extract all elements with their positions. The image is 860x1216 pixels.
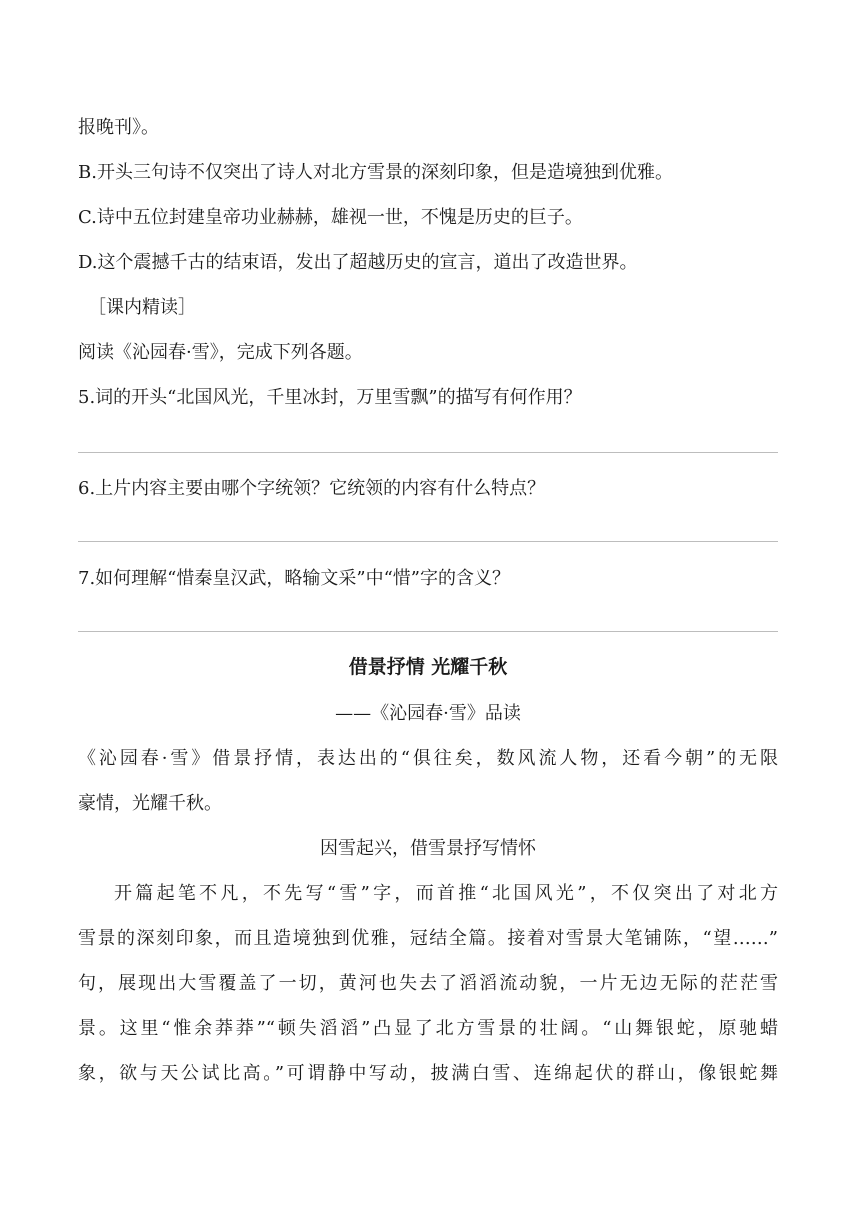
- article-body-text-5: 象，欲与天公试比高。”可谓静中写动，披满白雪、连绵起伏的群山，像银蛇舞: [78, 1063, 778, 1084]
- article-intro-text-1: 《沁园春·雪》借景抒情，表达出的“俱往矣，数风流人物，还看今朝”的无限: [78, 748, 778, 769]
- article-body-line-1: [78, 882, 778, 906]
- article-title: 借景抒情 光耀千秋: [348, 656, 508, 678]
- answer-line-7[interactable]: [78, 631, 778, 632]
- article-body-line-3: [78, 972, 778, 996]
- article-body-text-2: 雪景的深刻印象，而且造境独到优雅，冠结全篇。接着对雪景大笔铺陈，“望……”: [78, 928, 778, 949]
- article-body-line-4: [78, 1017, 778, 1041]
- option-b: B.开头三句诗不仅突出了诗人对北方雪景的深刻印象，但是造境独到优雅。: [78, 162, 673, 183]
- option-a-tail: 报晚刊》。: [78, 117, 159, 138]
- option-c: C.诗中五位封建皇帝功业赫赫，雄视一世，不愧是历史的巨子。: [78, 207, 583, 228]
- article-body-line-2: [78, 927, 778, 951]
- article-body-line-5: [78, 1062, 778, 1086]
- question-6: 6.上片内容主要由哪个字统领？它统领的内容有什么特点？: [78, 478, 546, 499]
- article-body-text-4: 景。这里“惟余莽莽”“顿失滔滔”凸显了北方雪景的壮阔。“山舞银蛇，原驰蜡: [78, 1018, 778, 1039]
- answer-line-6[interactable]: [78, 541, 778, 542]
- question-5: 5.词的开头“北国风光，千里冰封，万里雪飘”的描写有何作用？: [78, 387, 582, 408]
- article-subheading: 因雪起兴，借雪景抒写情怀: [320, 838, 536, 859]
- answer-line-5[interactable]: [78, 452, 778, 453]
- article-subtitle: ——《沁园春·雪》品读: [335, 703, 521, 724]
- question-7: 7.如何理解“惜秦皇汉武，略输文采”中“惜”字的含义？: [78, 568, 510, 589]
- section-instruction: 阅读《沁园春·雪》，完成下列各题。: [78, 342, 363, 363]
- article-intro-line-2: 豪情，光耀千秋。: [78, 793, 222, 814]
- option-d: D.这个震撼千古的结束语，发出了超越历史的宣言，道出了改造世界。: [78, 252, 638, 273]
- article-body-text-3: 句，展现出大雪覆盖了一切，黄河也失去了滔滔流动貌，一片无边无际的茫茫雪: [78, 973, 778, 994]
- article-body-text-1: 开篇起笔不凡，不先写“雪”字，而首推“北国风光”，不仅突出了对北方: [114, 883, 778, 904]
- article-intro-line-1: [78, 747, 778, 771]
- section-heading: ［课内精读］: [88, 297, 196, 318]
